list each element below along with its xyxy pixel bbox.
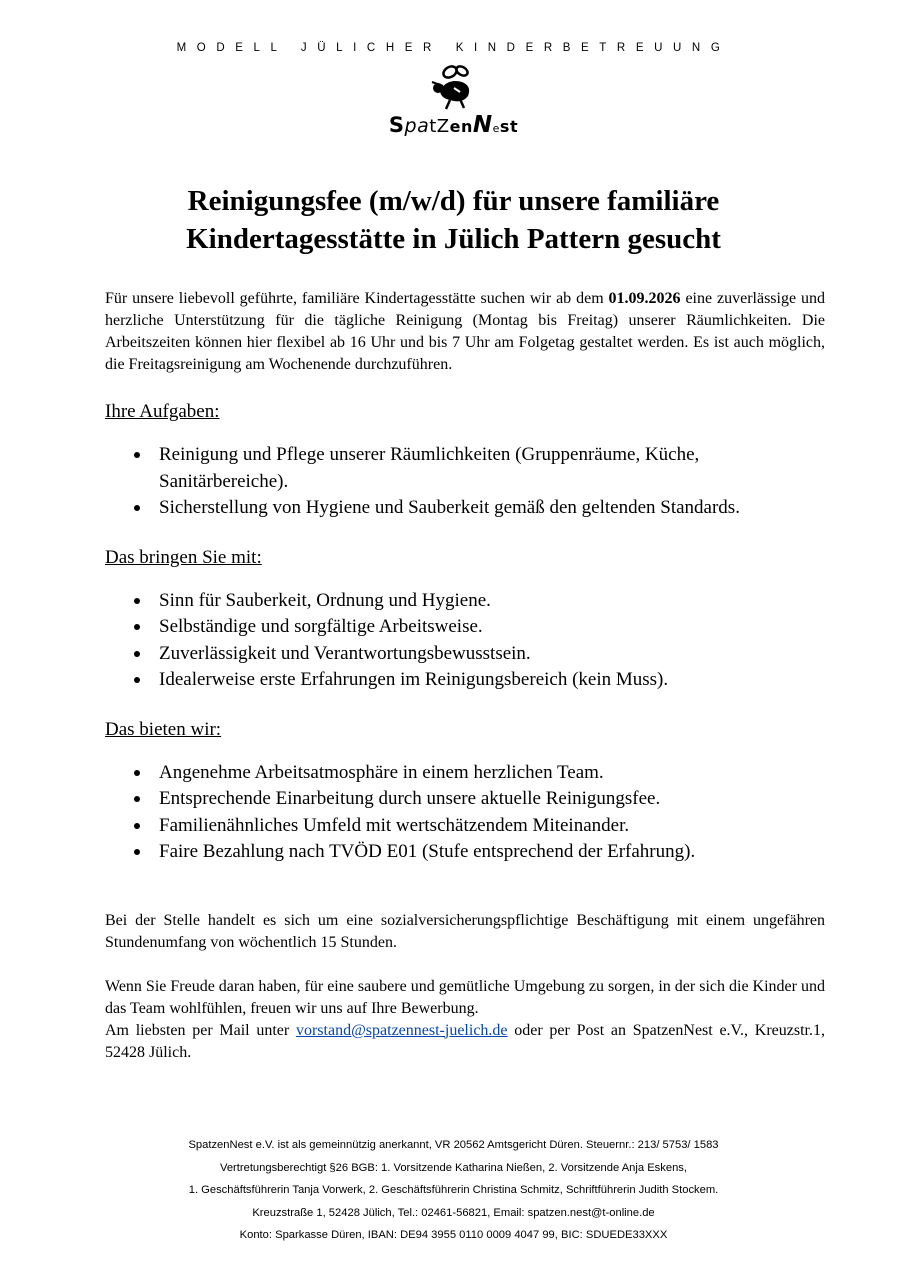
bullet-icon bbox=[134, 598, 140, 604]
employment-paragraph: Bei der Stelle handelt es sich um eine sozialversicherungspflichtige Beschäftigung mit einem ungefähren Stundenumfang von wöchentlich 15 Stunden. bbox=[105, 911, 825, 951]
title-line-2: Kindertagesstätte in Jülich Pattern gesucht bbox=[186, 223, 721, 255]
bullet-icon bbox=[134, 651, 140, 657]
closing-paragraph: Wenn Sie Freude daran haben, für eine saubere und gemütliche Umgebung zu sorgen, in der sich die Kinder und das Team wohlfühlen, freuen wir uns auf Ihre Bewerbung. bbox=[105, 977, 825, 1017]
bullet-icon bbox=[134, 796, 140, 802]
main-content bbox=[105, 288, 825, 1064]
requirements-heading: Das bringen Sie mit: bbox=[105, 546, 262, 568]
footer-line: SpatzenNest e.V. ist als gemeinnützig anerkannt, VR 20562 Amtsgericht Düren. Steuernr.: 213/ 5753/ 1583 bbox=[188, 1139, 719, 1151]
intro-paragraph: Für unsere liebevoll geführte, familiäre Kindertagesstätte suchen wir ab dem 01.09.2026 eine zuverlässige und herzliche Unterstützung für die tägliche Reinigung (Montag bis Freitag) unserer Räumlichkeiten. Die Arbeitszeiten können hier flexibel ab 16 Uhr und bis 7 Uhr am Folgetag gestaltet werden. Es ist auch möglich, die Freitagsreinigung am Wochenende durchzuführen. bbox=[105, 290, 825, 373]
list-item: Entsprechende Einarbeitung durch unsere aktuelle Reinigungsfee. bbox=[105, 786, 825, 813]
title-line-1: Reinigungsfee (m/w/d) für unsere familiäre bbox=[187, 185, 720, 217]
offer-list bbox=[105, 760, 825, 866]
logo-wordmark: SpatZenNest bbox=[388, 112, 519, 138]
tasks-heading: Ihre Aufgaben: bbox=[105, 401, 220, 422]
contact-paragraph: Am liebsten per Mail unter vorstand@spatzennest-juelich.de oder per Post an SpatzenNest e.V., Kreuzstr.1, 52428 Jülich. bbox=[105, 1021, 825, 1061]
list-item: Reinigung und Pflege unserer Räumlichkeiten (Gruppenräume, Küche, Sanitärbereiche). bbox=[105, 442, 825, 495]
bullet-icon bbox=[134, 677, 140, 683]
start-date: 01.09.2026 bbox=[608, 290, 681, 307]
bullet-icon bbox=[134, 770, 140, 776]
bullet-icon bbox=[134, 452, 140, 458]
bullet-icon bbox=[134, 505, 140, 511]
footer-line: Vertretungsberechtigt §26 BGB: 1. Vorsitzende Katharina Nießen, 2. Vorsitzende Anja Eskens, bbox=[219, 1161, 688, 1174]
list-item: Idealerweise erste Erfahrungen im Reinigungsbereich (kein Muss). bbox=[105, 667, 825, 694]
list-item: Angenehme Arbeitsatmosphäre in einem herzlichen Team. bbox=[105, 760, 825, 787]
page-title bbox=[100, 182, 807, 258]
list-item: Faire Bezahlung nach TVÖD E01 (Stufe entsprechend der Erfahrung). bbox=[105, 839, 825, 866]
footer bbox=[0, 1134, 907, 1247]
bullet-icon bbox=[134, 624, 140, 630]
bullet-icon bbox=[134, 849, 140, 855]
requirements-list bbox=[105, 588, 825, 694]
list-item: Zuverlässigkeit und Verantwortungsbewusstsein. bbox=[105, 641, 825, 668]
footer-line: Kreuzstraße 1, 52428 Jülich, Tel.: 02461-56821, Email: spatzen.nest@t-online.de bbox=[252, 1206, 655, 1219]
bee-icon bbox=[410, 62, 500, 112]
offer-heading: Das bieten wir: bbox=[105, 718, 222, 740]
footer-line: Konto: Sparkasse Düren, IBAN: DE94 3955 0110 0009 4047 99, BIC: SDUEDE33XXX bbox=[239, 1229, 668, 1241]
footer-line: 1. Geschäftsführerin Tanja Vorwerk, 2. Geschäftsführerin Christina Schmitz, Schriftführerin Judith Stockem. bbox=[188, 1184, 719, 1196]
list-item: Selbständige und sorgfältige Arbeitsweise. bbox=[105, 614, 825, 641]
tasks-list bbox=[105, 442, 825, 522]
email-link[interactable]: vorstand@spatzennest-juelich.de bbox=[295, 1021, 508, 1039]
spatzennest-logo bbox=[340, 62, 567, 146]
list-item: Familienähnliches Umfeld mit wertschätzendem Miteinander. bbox=[105, 813, 825, 840]
bullet-icon bbox=[134, 823, 140, 829]
list-item: Sinn für Sauberkeit, Ordnung und Hygiene. bbox=[105, 588, 825, 615]
list-item: Sicherstellung von Hygiene und Sauberkeit gemäß den geltenden Standards. bbox=[105, 495, 825, 522]
org-header: MODELL JÜLICHER KINDERBETREUUNG bbox=[176, 42, 731, 54]
